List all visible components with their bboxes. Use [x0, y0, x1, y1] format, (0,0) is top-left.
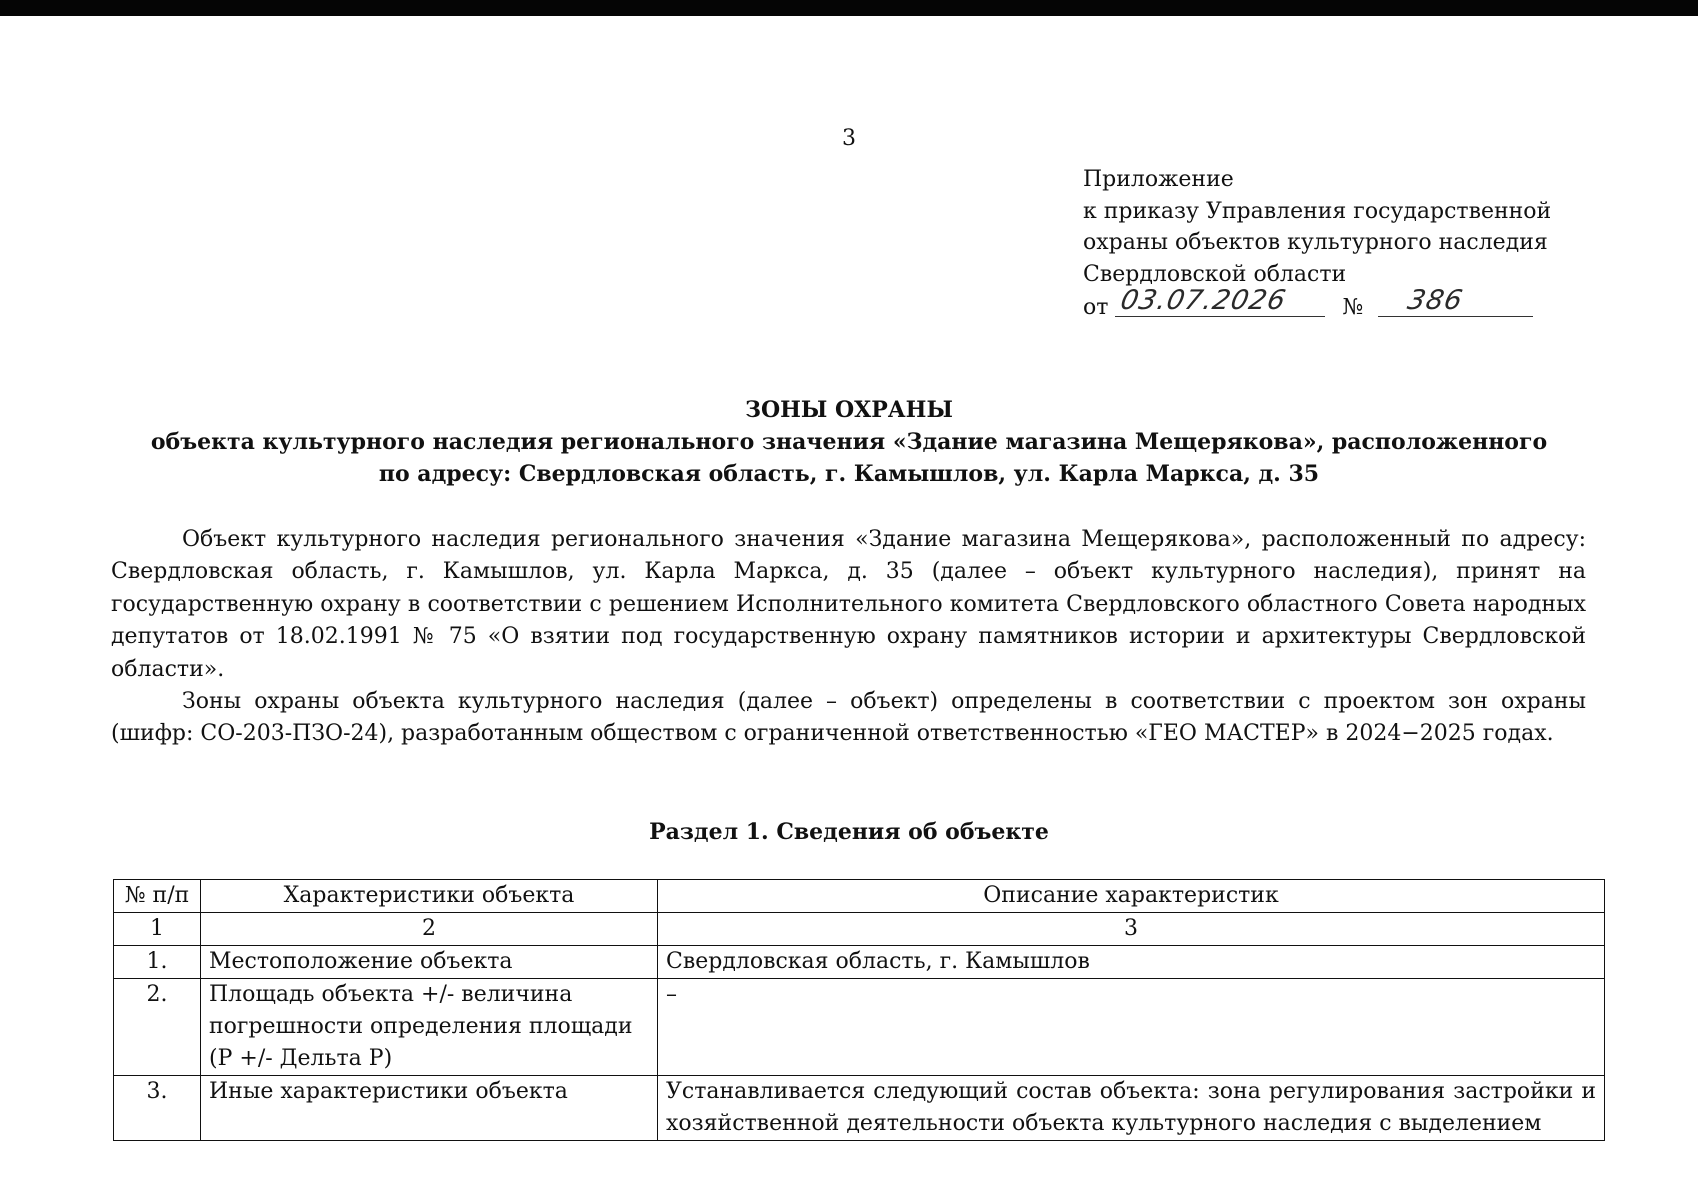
row-description: Свердловская область, г. Камышлов: [658, 946, 1605, 979]
document-title: [0, 394, 1698, 490]
row-number: 2.: [114, 979, 201, 1076]
title-line-2: объекта культурного наследия регионального значения «Здание магазина Мещерякова», расположенного: [150, 429, 1548, 455]
row-number: 3.: [114, 1076, 201, 1141]
page-number: 3: [842, 126, 856, 151]
scan-top-border: [0, 0, 1698, 16]
title-line-3: по адресу: Свердловская область, г. Камышлов, ул. Карла Маркса, д. 35: [378, 461, 1320, 487]
handwritten-number: 386: [1405, 285, 1467, 316]
header-cell: № п/п: [114, 880, 201, 913]
column-number-row: [114, 913, 1605, 946]
column-number: 3: [658, 913, 1605, 946]
handwritten-date: 03.07.2026: [1118, 285, 1290, 316]
row-characteristic: Иные характеристики объекта: [201, 1076, 658, 1141]
appendix-block: [1083, 164, 1643, 324]
table-header-row: [114, 880, 1605, 913]
appendix-line: Свердловской области: [1083, 261, 1347, 287]
row-characteristic: Площадь объекта +/- величина погрешности определения площади (P +/- Дельта P): [201, 979, 658, 1076]
date-prefix: от: [1083, 295, 1109, 320]
paragraph: Зоны охраны объекта культурного наследия (далее – объект) определены в соответствии с проектом зон охраны (шифр: СО-203-ПЗО-24), разработанным обществом с ограниченной ответственностью «ГЕО МАСТЕР» в 2024−2025 годах.: [111, 689, 1586, 747]
number-field: [1378, 285, 1533, 317]
header-cell: Описание характеристик: [658, 880, 1605, 913]
date-field: [1115, 285, 1325, 317]
header-cell: Характеристики объекта: [201, 880, 658, 913]
section-heading: Раздел 1. Сведения об объекте: [649, 819, 1049, 845]
table-row: [114, 979, 1605, 1076]
title-line-1: ЗОНЫ ОХРАНЫ: [745, 397, 953, 423]
table-row: [114, 1076, 1605, 1141]
row-description: Устанавливается следующий состав объекта: зона регулирования застройки и хозяйственной деятельности объекта культурного наследия с выделением: [666, 1079, 1596, 1136]
paragraph: Объект культурного наследия регионального значения «Здание магазина Мещерякова», расположенный по адресу: Свердловская область, г. Камышлов, ул. Карла Маркса, д. 35 (далее – объект культурного наследия), принят на государственную охрану в соответствии с решением Исполнительного комитета Свердловского областного Совета народных депутатов от 18.02.1991 № 75 «О взятии под государственную охрану памятников истории и архитектуры Свердловской области».: [111, 527, 1586, 682]
row-number: 1.: [114, 946, 201, 979]
appendix-line: Приложение: [1083, 167, 1234, 192]
body-text: [111, 524, 1586, 751]
column-number: 1: [114, 913, 201, 946]
order-date-number-row: [1083, 285, 1643, 324]
appendix-line: охраны объектов культурного наследия: [1083, 230, 1548, 255]
column-number: 2: [201, 913, 658, 946]
appendix-line: к приказу Управления государственной: [1083, 198, 1552, 224]
row-characteristic: Местоположение объекта: [201, 946, 658, 979]
row-description-cell: [658, 1076, 1605, 1141]
table-row: [114, 946, 1605, 979]
object-info-table: [113, 879, 1605, 1141]
number-sign: №: [1342, 295, 1364, 320]
row-description: –: [658, 979, 1605, 1076]
